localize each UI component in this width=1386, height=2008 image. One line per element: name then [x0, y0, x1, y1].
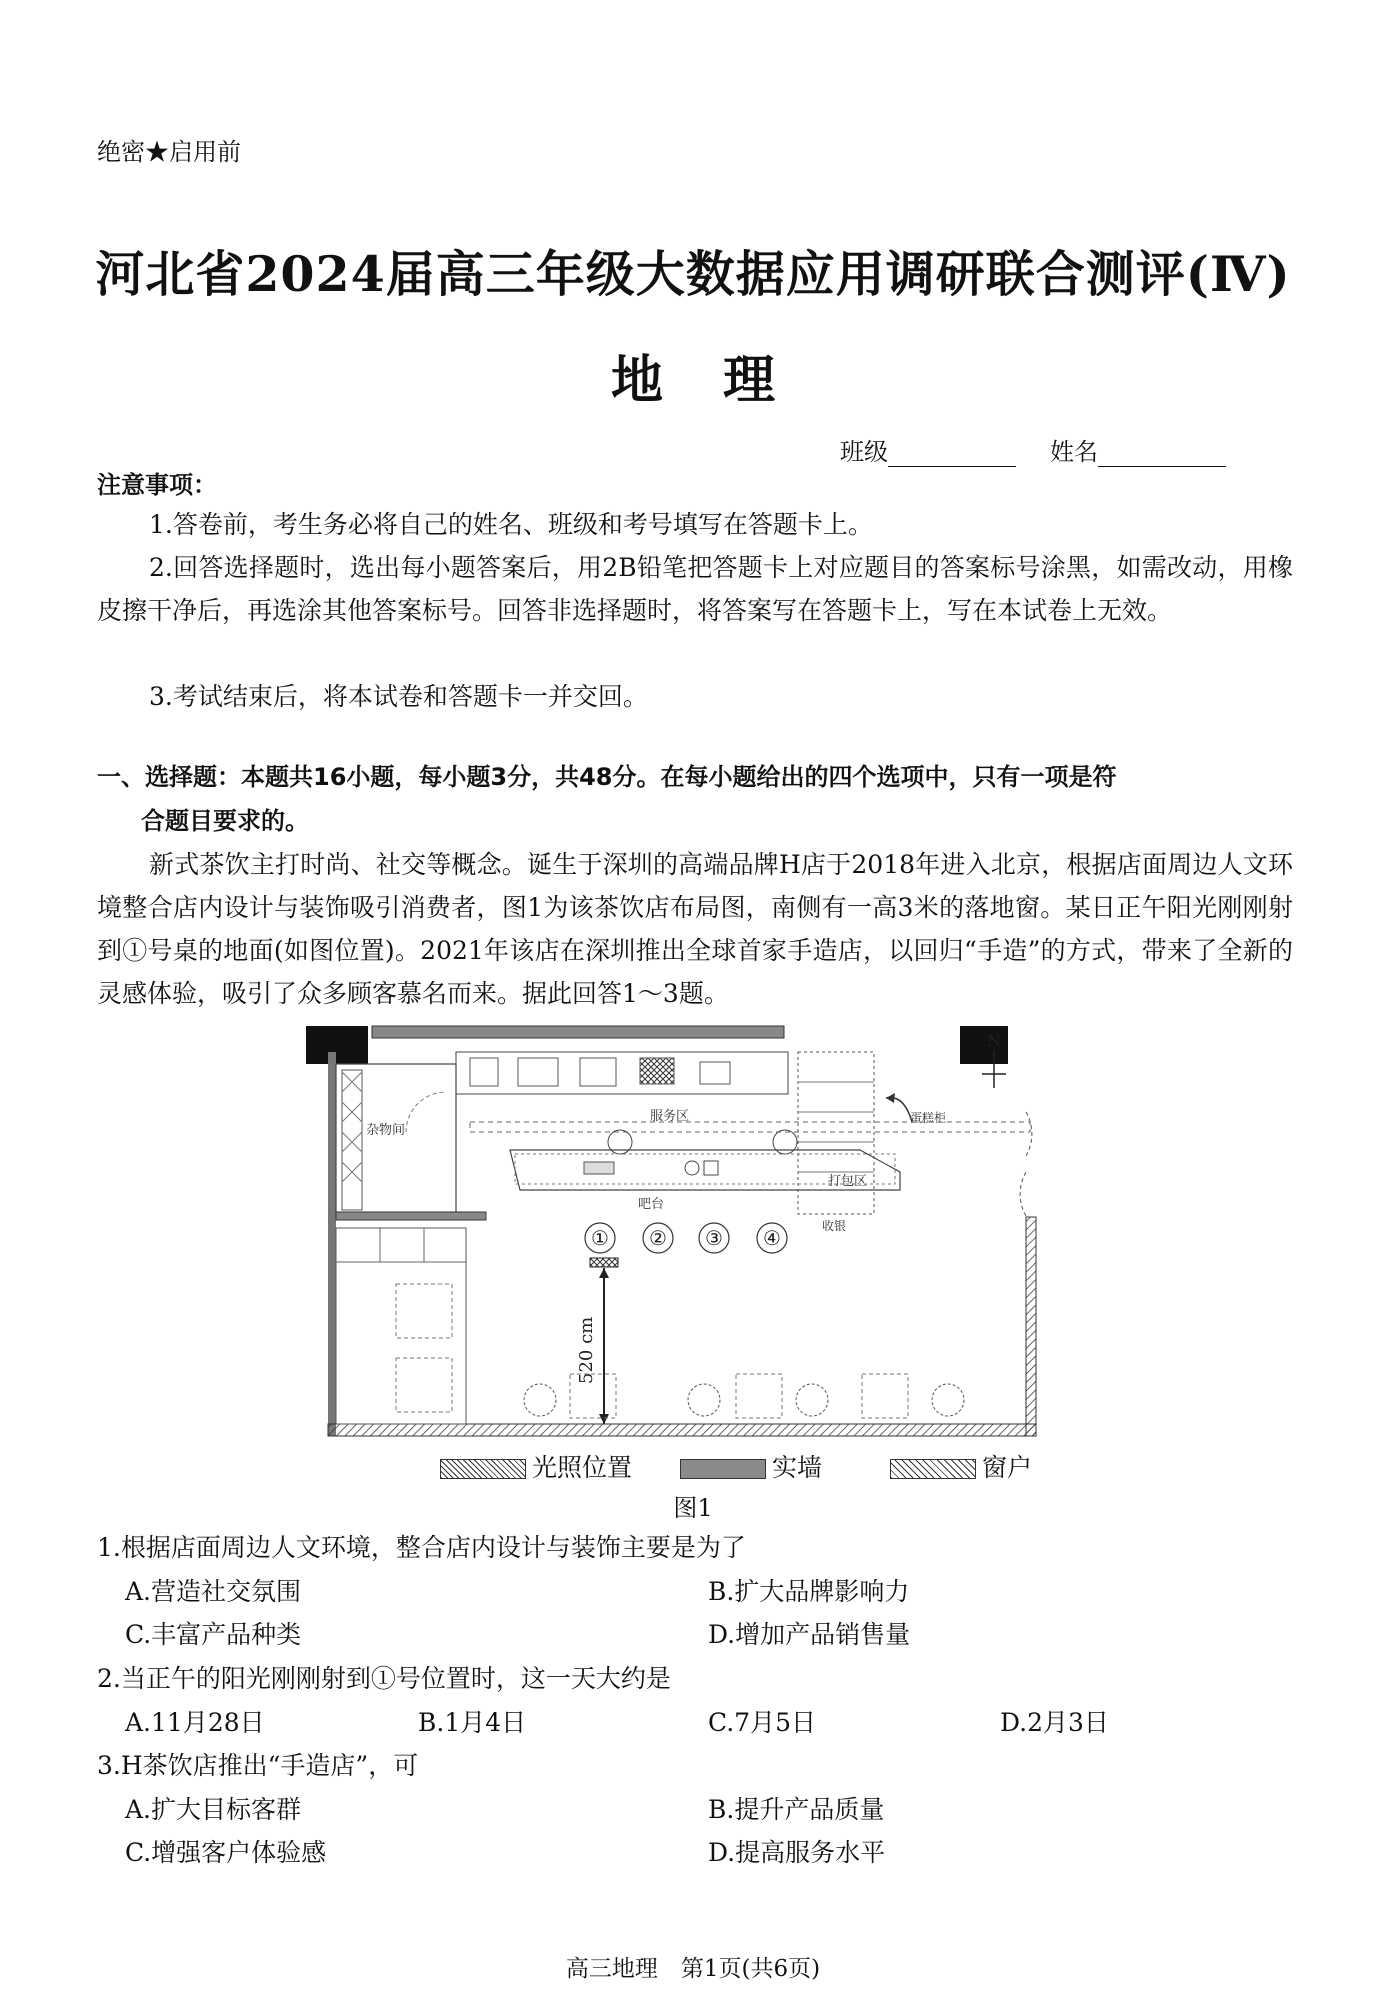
- q1-option-d: D.增加产品销售量: [708, 1620, 911, 1649]
- dimension-arrow-bottom: [599, 1414, 609, 1424]
- dimension-arrow-top: [599, 1268, 609, 1278]
- cabinet-shelves: [798, 1082, 874, 1172]
- table-3-label: ③: [705, 1226, 723, 1250]
- sink-icon: [470, 1058, 498, 1086]
- cashier-label: 收银: [822, 1219, 847, 1233]
- entrance-doors: [1020, 1112, 1032, 1216]
- q2-option-b: B.1月4日: [418, 1708, 527, 1737]
- machine-icon: [580, 1058, 616, 1086]
- wall-swatch: [680, 1459, 766, 1479]
- page-footer: 高三地理 第1页(共6页): [565, 1956, 821, 1982]
- service-label: 服务区: [650, 1109, 690, 1124]
- q3-option-d: D.提高服务水平: [708, 1838, 886, 1867]
- secret-label: 绝密★启用前: [97, 138, 241, 166]
- back-counter: [456, 1052, 788, 1094]
- passage: 新式茶饮主打时尚、社交等概念。诞生于深圳的高端品牌H店于2018年进入北京，根据店面周边人文环境整合店内设计与装饰吸引消费者，图1为该茶饮店布局图，南侧有一高3米的落地窗。某日正午阳光刚刚射到①号桌的地面(如图位置)。2021年该店在深圳推出全球首家手造店，以回归“手造”的方式，带来了全新的灵感体验，吸引了众多顾客慕名而来。据此回答1～3题。: [97, 850, 1293, 1008]
- storage-shelf: [342, 1070, 362, 1210]
- storage-door: [406, 1092, 446, 1132]
- table-1-label: ①: [591, 1226, 609, 1250]
- storage-wall: [336, 1212, 486, 1220]
- grill-icon: [640, 1058, 674, 1084]
- q3-option-a: A.扩大目标客群: [125, 1795, 302, 1824]
- q3-option-c: C.增强客户体验感: [125, 1838, 327, 1867]
- legend-wall: [680, 1448, 822, 1484]
- legend-wall-label: 实墙: [772, 1453, 823, 1482]
- wall-block-ne: [960, 1026, 1008, 1064]
- section-heading: [97, 755, 1297, 843]
- q2-option-d: D.2月3日: [1000, 1708, 1109, 1737]
- table-4-label: ④: [763, 1226, 781, 1250]
- sunlight-position: [590, 1258, 618, 1267]
- q1-option-a: A.营造社交氛围: [125, 1577, 302, 1606]
- table-2-label: ②: [649, 1226, 667, 1250]
- notice-heading: 注意事项：: [97, 471, 217, 499]
- table-3: [699, 1223, 729, 1253]
- distance-label: 520 cm: [576, 1316, 597, 1384]
- notice-item-2: 2.回答选择题时，选出每小题答案后，用2B铅笔把答题卡上对应题目的答案标号涂黑，如需改动，用橡皮擦干净后，再选涂其他答案标号。回答非选择题时，将答案写在答题卡上，写在本试卷上无效。: [97, 553, 1293, 625]
- north-wall: [372, 1026, 784, 1038]
- table-1: [585, 1223, 615, 1253]
- legend-light-label: 光照位置: [532, 1453, 633, 1482]
- bar-label: 吧台: [638, 1197, 665, 1212]
- q2-option-c: C.7月5日: [708, 1708, 816, 1737]
- section-line-2: 合题目要求的。: [141, 807, 309, 835]
- q1-option-b: B.扩大品牌影响力: [708, 1577, 910, 1606]
- storage-room: [336, 1064, 456, 1214]
- legend-window-label: 窗户: [982, 1453, 1033, 1482]
- east-window: [1026, 1217, 1036, 1436]
- floor-plan-figure: [300, 1022, 1100, 1442]
- window-swatch: [890, 1459, 976, 1479]
- cake-pointer: [886, 1098, 912, 1123]
- north-label: N: [987, 1032, 1001, 1050]
- class-blank: [888, 466, 1016, 467]
- question-2-stem: 2.当正午的阳光刚刚射到①号位置时，这一天大约是: [97, 1664, 671, 1693]
- notice-item-3: 3.考试结束后，将本试卷和答题卡一并交回。: [149, 682, 648, 711]
- south-window: [328, 1424, 1036, 1436]
- legend-light: [440, 1448, 632, 1484]
- box-icon: [700, 1062, 730, 1084]
- light-swatch: [440, 1459, 526, 1479]
- storage-label: 杂物间: [366, 1123, 406, 1138]
- exam-title: 河北省2024届高三年级大数据应用调研联合测评(Ⅳ): [95, 245, 1291, 303]
- q2-option-a: A.11月28日: [125, 1708, 265, 1737]
- legend-window: [890, 1448, 1032, 1484]
- pointer-head: [886, 1093, 895, 1103]
- question-1-stem: 1.根据店面周边人文环境，整合店内设计与装饰主要是为了: [97, 1533, 746, 1562]
- name-field: [1050, 432, 1226, 467]
- wall-block-nw: [306, 1026, 368, 1064]
- q3-option-b: B.提升产品质量: [708, 1795, 885, 1824]
- shelf-marks: [342, 1072, 362, 1182]
- class-field: [840, 432, 1016, 467]
- booth-lines: [336, 1228, 466, 1262]
- class-label: 班级: [840, 438, 888, 466]
- booth-table-1: [396, 1284, 452, 1338]
- table-2: [643, 1223, 673, 1253]
- section-line-1: 一、选择题：本题共16小题，每小题3分，共48分。在每小题给出的四个选项中，只有一项是符: [97, 763, 1117, 791]
- bar-equip-1: [584, 1162, 614, 1174]
- q1-option-c: C.丰富产品种类: [125, 1620, 302, 1649]
- name-label: 姓名: [1050, 438, 1098, 466]
- appliance-icon: [518, 1058, 558, 1086]
- name-blank: [1098, 466, 1226, 467]
- subject-title: 地理: [610, 350, 835, 411]
- table-4: [757, 1223, 787, 1253]
- figure-caption: 图1: [673, 1494, 713, 1522]
- question-3-stem: 3.H茶饮店推出“手造店”，可: [97, 1751, 419, 1780]
- cup-icon: [685, 1161, 699, 1175]
- west-wall: [328, 1052, 336, 1436]
- bar-box: [704, 1161, 718, 1175]
- notice-item-1: 1.答卷前，考生务必将自己的姓名、班级和考号填写在答题卡上。: [149, 510, 873, 539]
- cake-label: 蛋糕柜: [910, 1111, 947, 1125]
- booth-table-2: [396, 1358, 452, 1412]
- pack-label: 打包区: [828, 1174, 868, 1189]
- west-booth: [336, 1228, 466, 1424]
